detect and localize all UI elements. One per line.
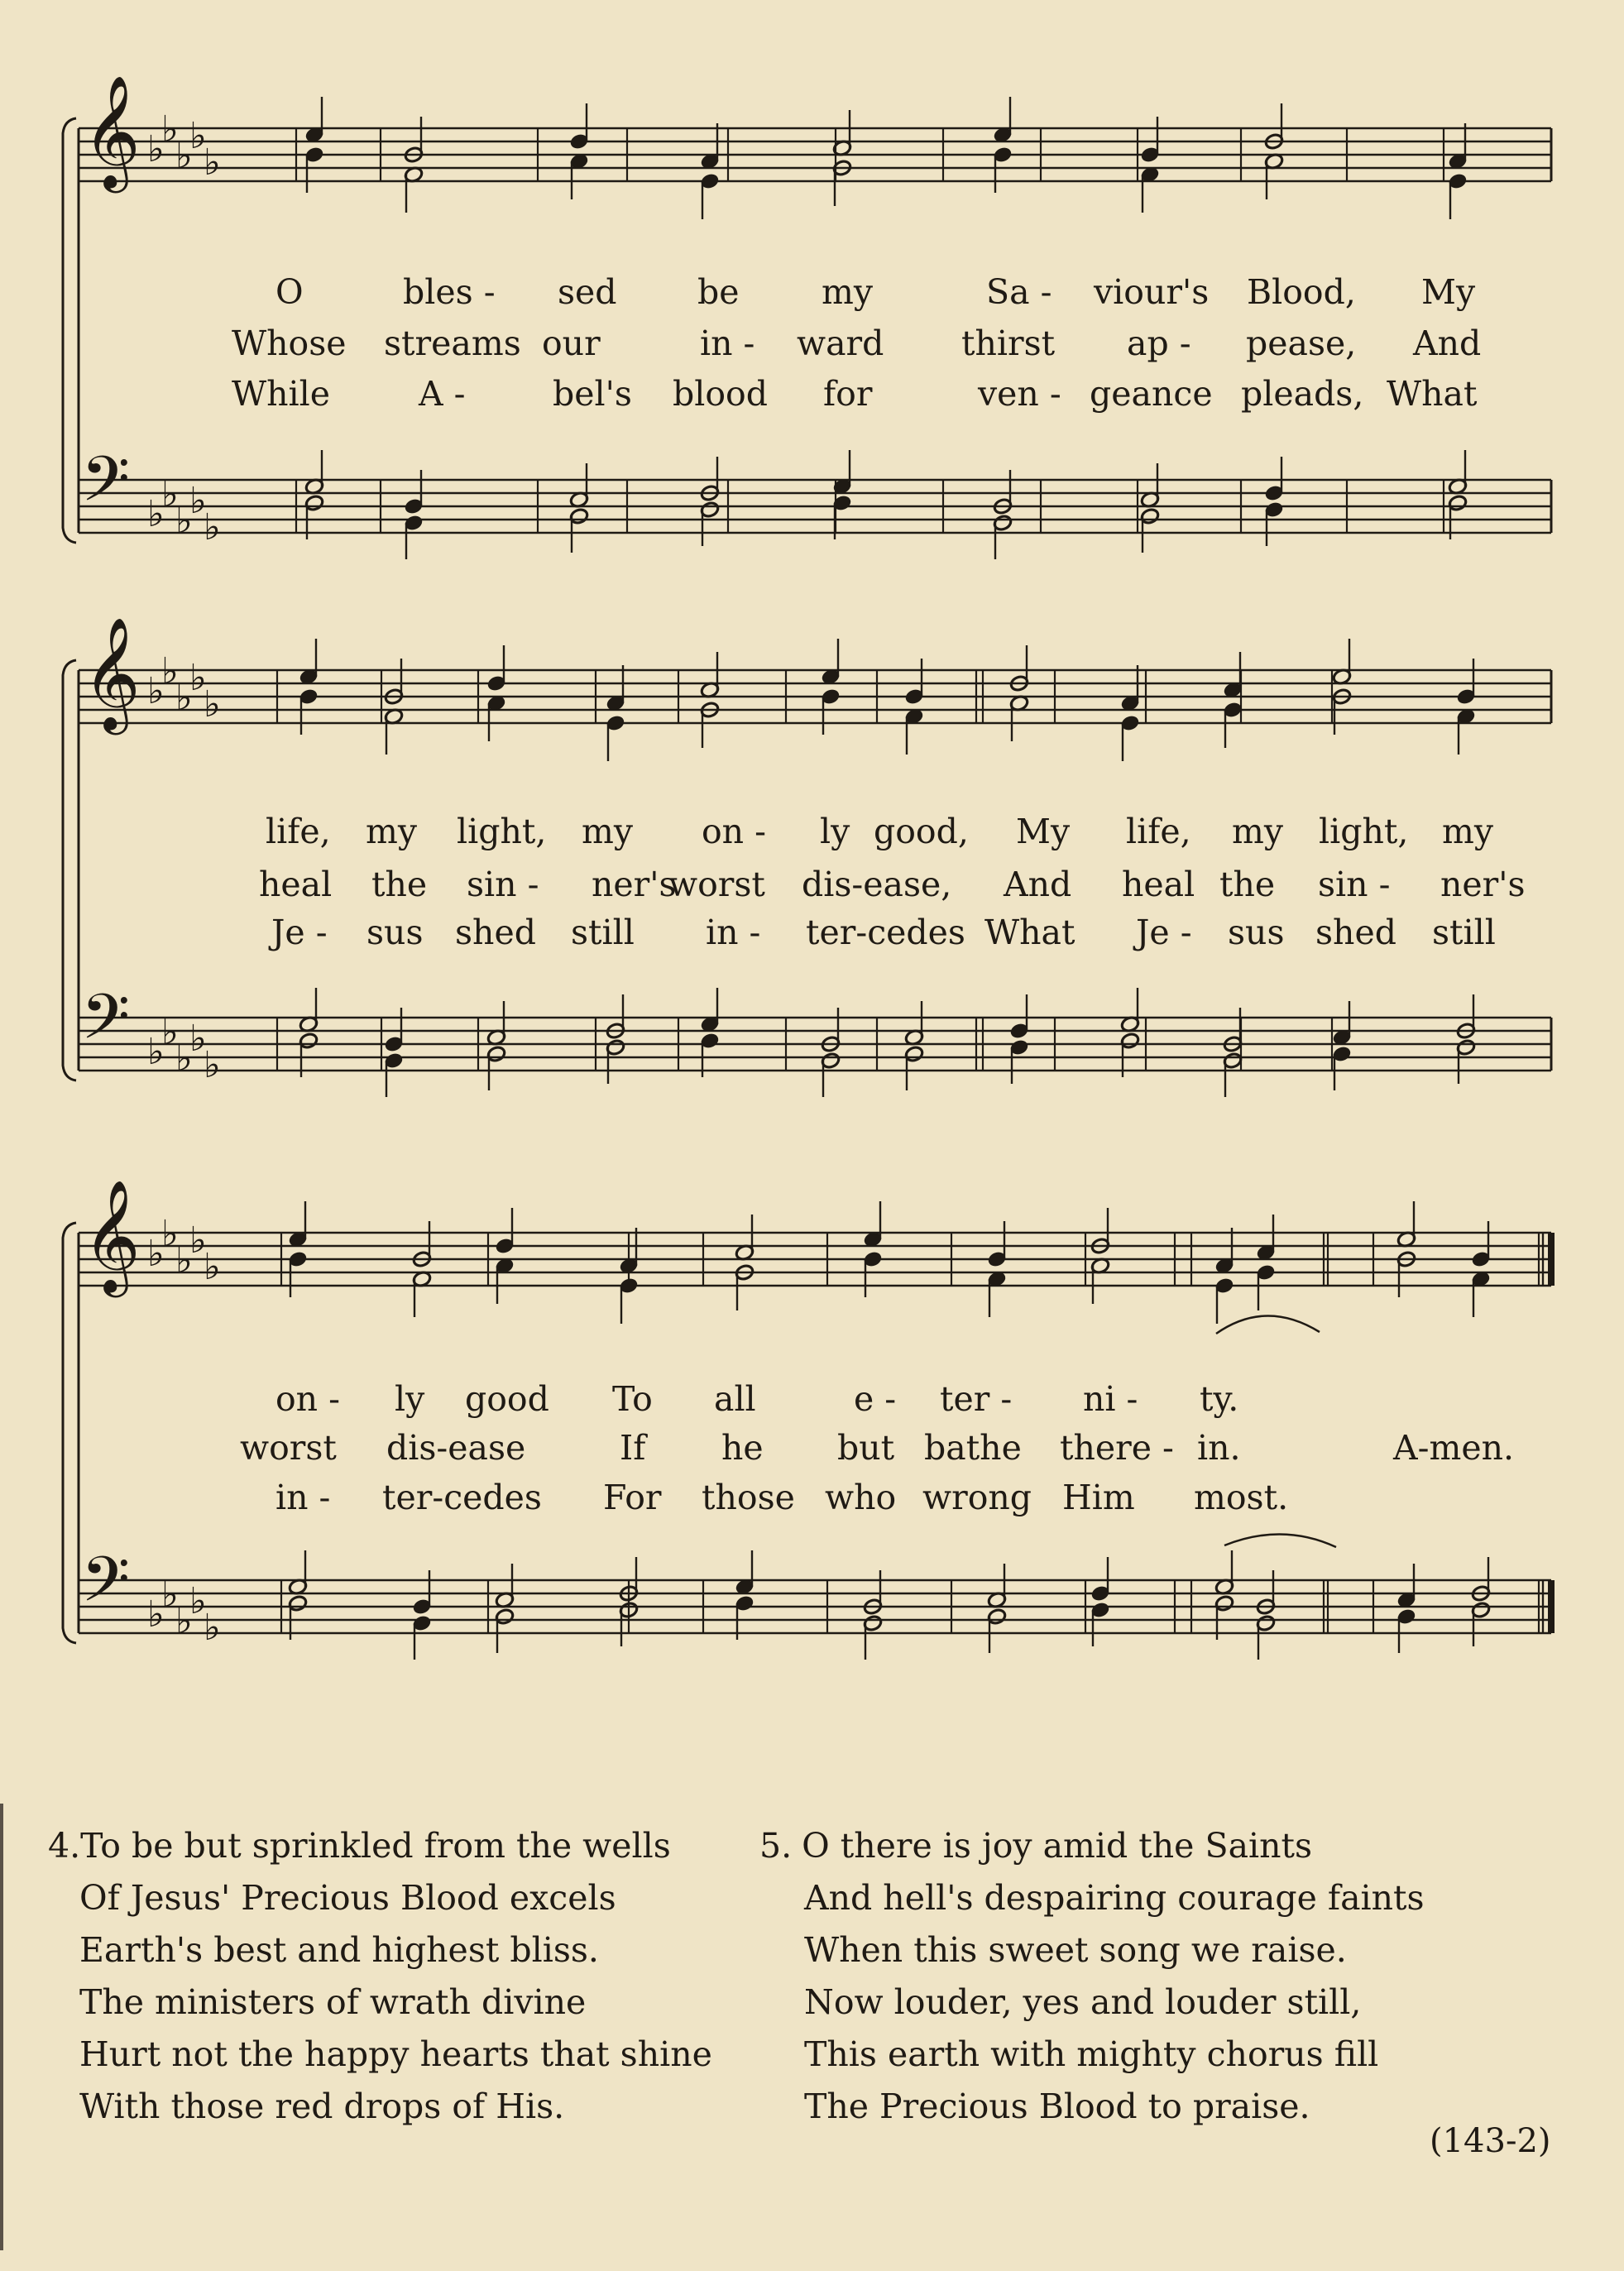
lyric-syllable: worst (240, 1428, 337, 1468)
lyric-syllable: all (714, 1379, 756, 1419)
system-bracket (63, 1223, 76, 1643)
lyric-syllable: geance (1090, 374, 1213, 414)
verse-line: Of Jesus' Precious Blood excels (79, 1878, 616, 1918)
verse-number: 4. (48, 1826, 81, 1866)
lyric-syllable: And (1004, 865, 1072, 904)
lyric-syllable: streams (384, 323, 521, 363)
flat-icon: ♭ (147, 670, 165, 712)
flat-icon: ♭ (147, 493, 165, 535)
lyric-syllable: sed (558, 272, 617, 312)
flat-icon: ♭ (161, 1574, 179, 1616)
lyric-syllable: on - (275, 1379, 340, 1419)
lyric-syllable: good, (874, 812, 969, 851)
flat-icon: ♭ (189, 1018, 207, 1060)
lyric-syllable: ner's (1440, 865, 1526, 904)
flat-icon: ♭ (189, 115, 207, 157)
lyric-syllable: he (721, 1428, 764, 1468)
lyric-syllable: ni - (1083, 1379, 1138, 1419)
lyric-syllable: sin - (1318, 865, 1391, 904)
lyric-syllable: on - (702, 812, 766, 851)
flat-icon: ♭ (189, 1580, 207, 1622)
flat-icon: ♭ (204, 1246, 221, 1288)
lyric-syllable: shed (455, 913, 536, 952)
lyric-syllable: If (620, 1428, 646, 1468)
lyric-syllable: ty. (1200, 1379, 1239, 1419)
lyric-syllable: in - (706, 913, 761, 952)
lyric-syllable: life, (1126, 812, 1191, 851)
lyric-syllable: sus (366, 913, 424, 952)
flat-icon: ♭ (161, 1213, 179, 1255)
slur (1224, 1534, 1336, 1547)
treble-clef-icon: 𝄞 (83, 1178, 141, 1292)
verse-5 (759, 1820, 1425, 2133)
lyric-syllable: Je - (271, 913, 328, 952)
lyric-syllable: viour's (1094, 272, 1210, 312)
lyric-syllable: dis-ease (386, 1428, 526, 1468)
lyric-syllable: in - (700, 323, 755, 363)
verse-line: Now louder, yes and louder still, (804, 1982, 1362, 2022)
lyric-syllable: still (571, 913, 635, 952)
lyric-syllable: My (1016, 812, 1071, 851)
lyric-syllable: ly (395, 1379, 425, 1419)
flat-icon: ♭ (204, 683, 221, 726)
lyric-syllable: shed (1315, 913, 1396, 952)
flat-icon: ♭ (204, 1044, 221, 1086)
flat-icon: ♭ (175, 135, 193, 177)
verse-text: O there is joy amid the Saints (802, 1826, 1313, 1866)
system-bracket (63, 118, 76, 543)
lyric-syllable: Him (1062, 1478, 1135, 1517)
verse-number: 5. (759, 1826, 793, 1866)
flat-icon: ♭ (147, 128, 165, 170)
lyric-syllable: A - (419, 374, 466, 414)
lyric-syllable: heal (259, 865, 333, 904)
lyric-syllable: there - (1060, 1428, 1174, 1468)
lyric-syllable: To (612, 1379, 653, 1419)
verse-line (759, 1820, 1425, 1872)
lyric-syllable: my (582, 812, 634, 851)
flat-icon: ♭ (175, 677, 193, 719)
lyric-syllable: e - (854, 1379, 897, 1419)
lyric-syllable: What (984, 913, 1075, 952)
verse-line: This earth with mighty chorus fill (804, 2034, 1379, 2074)
treble-clef-icon: 𝄞 (83, 74, 141, 188)
lyric-syllable: bel's (553, 374, 632, 414)
lyric-syllable: most. (1194, 1478, 1289, 1517)
lyric-syllable: ner's (592, 865, 677, 904)
lyric-syllable: pease, (1246, 323, 1357, 363)
lyric-syllable: wrong (922, 1478, 1032, 1517)
lyric-syllable: light, (1319, 812, 1409, 851)
flat-icon: ♭ (189, 1219, 207, 1262)
lyric-syllable: pleads, (1241, 374, 1364, 414)
verse-4 (48, 1820, 712, 2133)
lyric-syllable: While (232, 374, 331, 414)
lyric-syllable: heal (1122, 865, 1195, 904)
bass-clef-icon: 𝄢 (81, 980, 131, 1069)
final-barline (1548, 1233, 1555, 1286)
lyric-syllable: Whose (232, 323, 347, 363)
lyric-syllable: O (275, 272, 304, 312)
lyric-syllable: Blood, (1247, 272, 1356, 312)
bass-clef-icon: 𝄢 (81, 443, 131, 531)
flat-icon: ♭ (161, 473, 179, 515)
flat-icon: ♭ (175, 1600, 193, 1642)
verse-line: With those red drops of His. (79, 2087, 565, 2126)
lyric-syllable: dis-ease, (802, 865, 952, 904)
lyric-syllable: who (825, 1478, 897, 1517)
lyric-syllable: ven - (978, 374, 1061, 414)
lyric-syllable: Sa - (986, 272, 1052, 312)
lyric-syllable: still (1432, 913, 1496, 952)
lyric-syllable: life, (266, 812, 331, 851)
verse-line: And hell's despairing courage faints (804, 1878, 1425, 1918)
lyric-syllable: ap - (1127, 323, 1191, 363)
page-number: (143-2) (1430, 2122, 1551, 2160)
lyric-syllable: ter-cedes (382, 1478, 542, 1517)
lyric-syllable: thirst (961, 323, 1056, 363)
flat-icon: ♭ (147, 1593, 165, 1636)
verse-line: When this sweet song we raise. (804, 1930, 1347, 1970)
flat-icon: ♭ (161, 108, 179, 151)
flat-icon: ♭ (204, 1607, 221, 1649)
flat-icon: ♭ (204, 506, 221, 549)
lyric-syllable: good (465, 1379, 549, 1419)
lyric-syllable: My (1421, 272, 1476, 312)
flat-icon: ♭ (175, 500, 193, 542)
lyric-syllable: our (542, 323, 601, 363)
lyric-syllable: my (1232, 812, 1284, 851)
slur (1216, 1315, 1320, 1334)
flat-icon: ♭ (189, 480, 207, 522)
flat-icon: ♭ (161, 1011, 179, 1053)
lyric-syllable: bles - (403, 272, 496, 312)
lyric-syllable: And (1413, 323, 1482, 363)
lyric-syllable: my (822, 272, 874, 312)
flat-icon: ♭ (147, 1031, 165, 1073)
lyric-syllable: in. (1197, 1428, 1241, 1468)
lyric-syllable: ter-cedes (806, 913, 965, 952)
lyric-syllable: bathe (924, 1428, 1022, 1468)
lyric-syllable: light, (457, 812, 547, 851)
flat-icon: ♭ (204, 141, 221, 184)
bass-clef-icon: 𝄢 (81, 1543, 131, 1631)
verse-text: To be but sprinkled from the wells (80, 1826, 671, 1866)
lyric-syllable: What (1387, 374, 1478, 414)
lyric-syllable: the (1219, 865, 1276, 904)
lyric-syllable: A-men. (1393, 1428, 1515, 1468)
treble-clef-icon: 𝄞 (83, 616, 141, 730)
verse-line: The ministers of wrath divine (79, 1982, 587, 2022)
lyric-syllable: in - (275, 1478, 331, 1517)
final-barline (1548, 1580, 1555, 1633)
verse-line: Hurt not the happy hearts that shine (79, 2034, 712, 2074)
lyric-syllable: sin - (467, 865, 539, 904)
flat-icon: ♭ (189, 657, 207, 699)
lyric-syllable: ly (820, 812, 850, 851)
lyric-syllable: blood (673, 374, 768, 414)
lyric-syllable: the (371, 865, 428, 904)
lyric-syllable: be (697, 272, 740, 312)
lyric-syllable: ward (797, 323, 884, 363)
page-edge-rule (0, 1804, 3, 2250)
lyric-syllable: my (1442, 812, 1494, 851)
flat-icon: ♭ (175, 1037, 193, 1080)
verse-line: Earth's best and highest bliss. (79, 1930, 599, 1970)
flat-icon: ♭ (147, 1233, 165, 1275)
flat-icon: ♭ (175, 1239, 193, 1282)
verse-line (48, 1820, 712, 1872)
lyric-syllable: Je - (1136, 913, 1192, 952)
system-bracket (63, 660, 76, 1080)
flat-icon: ♭ (161, 650, 179, 692)
lyric-syllable: worst (668, 865, 765, 904)
lyric-syllable: sus (1228, 913, 1285, 952)
lyric-syllable: For (603, 1478, 662, 1517)
lyric-syllable: for (823, 374, 873, 414)
verse-line: The Precious Blood to praise. (804, 2087, 1310, 2126)
lyric-syllable: my (366, 812, 418, 851)
lyric-syllable: those (702, 1478, 795, 1517)
lyric-syllable: but (837, 1428, 895, 1468)
lyric-syllable: ter - (940, 1379, 1013, 1419)
